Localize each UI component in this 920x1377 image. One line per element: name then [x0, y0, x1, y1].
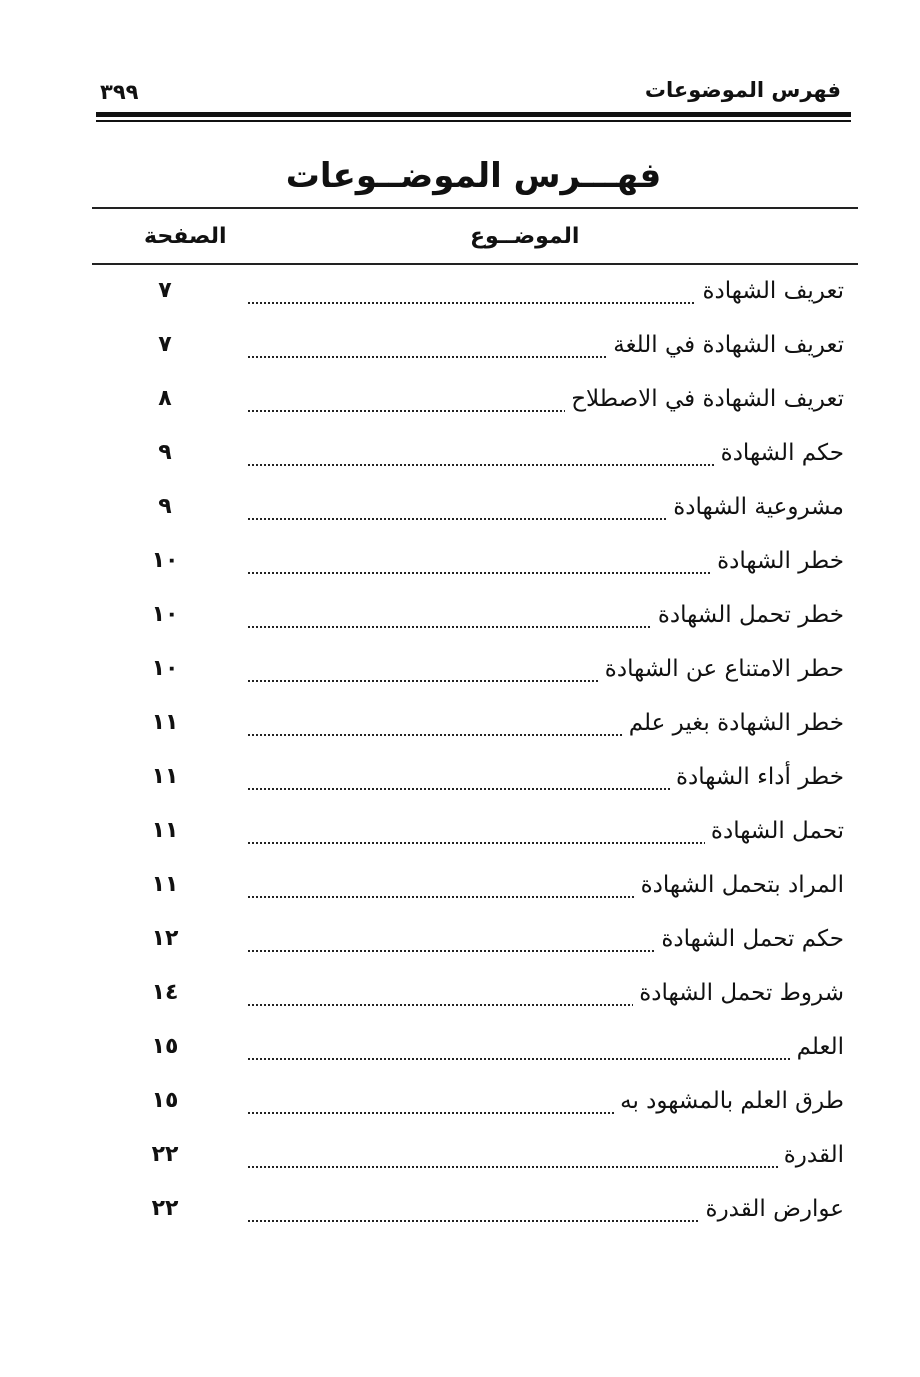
entry-page: ١٠: [151, 656, 179, 681]
entry-page: ١١: [151, 818, 179, 843]
page-number: ٣٩٩: [100, 80, 139, 104]
entry-topic: العلم: [791, 1034, 844, 1060]
entry-page: ١١: [151, 764, 179, 789]
column-header-topic: الموضــوع: [470, 224, 580, 249]
entry-page: ١٥: [151, 1088, 179, 1113]
entry-page: ٢٢: [151, 1142, 179, 1167]
index-entry: [0, 324, 920, 378]
index-entry: [0, 1134, 920, 1188]
entry-topic: تحمل الشهادة: [705, 818, 844, 844]
dot-leader: [248, 1166, 830, 1168]
entry-page: ٧: [158, 278, 172, 303]
running-title: فهرس الموضوعات: [644, 78, 841, 102]
entry-topic: تعريف الشهادة: [696, 278, 844, 304]
entry-topic: شروط تحمل الشهادة: [633, 980, 844, 1006]
index-entry: [0, 270, 920, 324]
dot-leader: [248, 1058, 830, 1060]
entry-page: ٧: [158, 332, 172, 357]
index-entry: [0, 1188, 920, 1242]
entry-topic: مشروعية الشهادة: [667, 494, 844, 520]
index-entry: [0, 810, 920, 864]
entry-page: ١٤: [151, 980, 179, 1005]
index-entry: [0, 432, 920, 486]
entry-topic: القدرة: [778, 1142, 844, 1168]
index-entry: [0, 486, 920, 540]
entry-page: ١٠: [151, 548, 179, 573]
index-entry: [0, 864, 920, 918]
entry-page: ٩: [158, 494, 172, 519]
entry-topic: خطر أداء الشهادة: [670, 764, 844, 790]
entry-page: ١٥: [151, 1034, 179, 1059]
index-entry: [0, 648, 920, 702]
entry-topic: عوارض القدرة: [700, 1196, 844, 1222]
entry-topic: تعريف الشهادة في اللغة: [607, 332, 844, 358]
entry-page: ١٢: [151, 926, 179, 951]
entry-topic: المراد بتحمل الشهادة: [635, 872, 844, 898]
index-entry: [0, 702, 920, 756]
entry-topic: خطر تحمل الشهادة: [652, 602, 844, 628]
header-rule-thin: [96, 120, 851, 122]
entry-page: ١٠: [151, 602, 179, 627]
index-entry: [0, 1026, 920, 1080]
table-header-rule-top: [92, 207, 858, 209]
index-entry: [0, 594, 920, 648]
entry-topic: خطر الشهادة بغير علم: [623, 710, 844, 736]
index-entry: [0, 540, 920, 594]
entry-topic: حكم الشهادة: [715, 440, 844, 466]
entry-topic: طرق العلم بالمشهود به: [614, 1088, 844, 1114]
index-entry: [0, 378, 920, 432]
index-title: فهـــرس الموضــوعات: [285, 156, 662, 196]
entry-page: ٨: [158, 386, 172, 411]
index-entry: [0, 756, 920, 810]
entry-topic: حطر الامتناع عن الشهادة: [599, 656, 844, 682]
running-header: [96, 78, 851, 110]
index-entry: [0, 1080, 920, 1134]
column-header-page: الصفحة: [144, 224, 227, 249]
entry-topic: حكم تحمل الشهادة: [655, 926, 844, 952]
entry-topic: تعريف الشهادة في الاصطلاح: [565, 386, 844, 412]
header-rule-thick: [96, 112, 851, 117]
index-entry: [0, 972, 920, 1026]
entry-page: ١١: [151, 872, 179, 897]
entry-page: ٩: [158, 440, 172, 465]
entry-page: ٢٢: [151, 1196, 179, 1221]
entry-topic: خطر الشهادة: [711, 548, 844, 574]
table-header-rule-bottom: [92, 263, 858, 265]
entry-page: ١١: [151, 710, 179, 735]
index-entry: [0, 918, 920, 972]
